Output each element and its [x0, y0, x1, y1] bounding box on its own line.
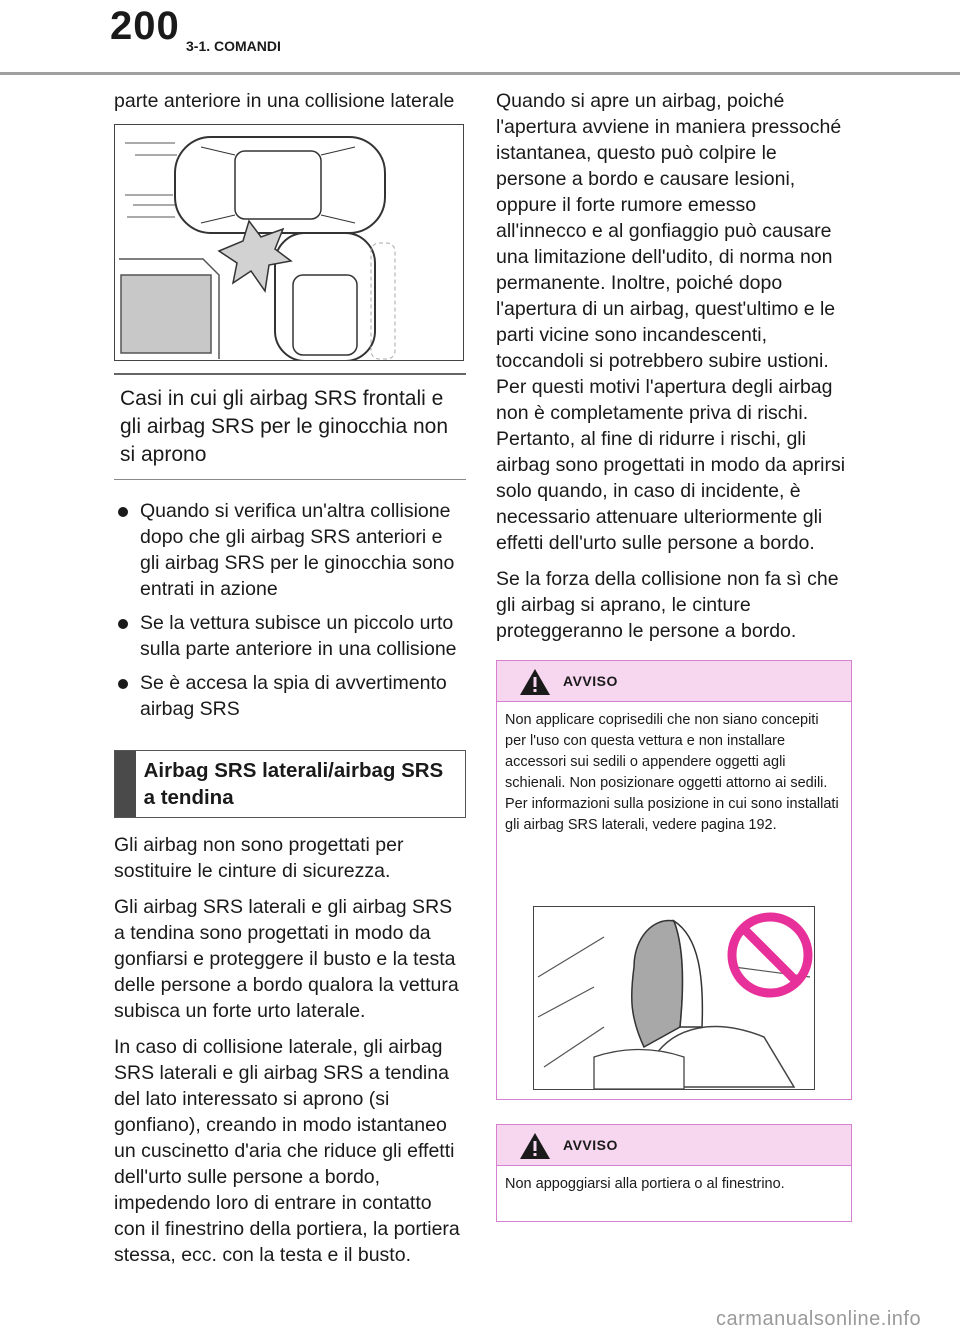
bullet-icon — [118, 507, 128, 517]
paragraph: Gli airbag non sono progettati per sostituire le cinture di sicurezza. — [114, 834, 404, 882]
list-item: Quando si verifica un'altra collisione dopo che gli airbag SRS anteriori e gli airbag SRS per le ginocchia sono entrati in azione — [114, 498, 466, 602]
paragraph: Gli airbag SRS laterali e gli airbag SRS a tendina sono progettati in modo da gonfiarsi e proteggere il busto e la testa delle persone a bordo qualora la vettura subisca un forte urto laterale. — [114, 896, 459, 1022]
list-item: Se è accesa la spia di avvertimento airbag SRS — [114, 670, 466, 722]
list-item: Se la vettura subisce un piccolo urto sulla parte anteriore in una collisione — [114, 610, 466, 662]
warning-title: AVVISO — [563, 673, 618, 689]
warning-header — [497, 1125, 851, 1166]
heading-text: Airbag SRS laterali/airbag SRS a tendina — [143, 759, 444, 809]
warning-triangle-icon — [519, 668, 551, 696]
subheading-not-deploy: Casi in cui gli airbag SRS frontali e gli airbag SRS per le ginocchia non si aprono — [114, 373, 466, 480]
heading-bar — [115, 751, 136, 817]
warning-box — [496, 1124, 852, 1222]
seat-cover-illustration — [533, 906, 815, 1090]
paragraph: Se la forza della collisione non fa sì che gli airbag si aprano, le cinture proteggeranno le persone a bordo. — [496, 568, 839, 642]
warning-header — [497, 661, 851, 702]
watermark: carmanualsonline.info — [716, 1308, 922, 1330]
warning-triangle-icon — [519, 1132, 551, 1160]
section-heading-side-airbag — [114, 750, 466, 818]
intro-text: parte anteriore in una collisione laterale — [114, 90, 455, 112]
bullet-icon — [118, 619, 128, 629]
page-header — [0, 0, 960, 78]
bullet-icon — [118, 679, 128, 689]
section-title: 3-1. COMANDI — [186, 38, 281, 54]
warning-box — [496, 660, 852, 1100]
collision-illustration — [114, 124, 464, 361]
warning-title: AVVISO — [563, 1137, 618, 1153]
paragraph: Quando si apre un airbag, poiché l'apertura avviene in maniera pressoché istantanea, questo può colpire le persone a bordo e causare lesioni, oppure il forte rumore emesso all'inneсco e al gonfiaggio può causare una limitazione dell'udito, di norma non permanente. Inoltre, poiché dopo l'apertura di un airbag, quest'ultimo e le parti vicine sono incandescenti, toccandoli si potrebbero subire ustioni. Per questi motivi l'apertura degli airbag non è completamente priva di rischi. Pertanto, al fine di ridurre i rischi, gli airbag sono progettati in modo da aprirsi solo quando, in caso di incidente, è necessario attenuare ulteriormente gli effetti dell'urto sulle persone a bordo. — [496, 90, 846, 554]
right-column — [496, 88, 848, 654]
warning-text: Non appoggiarsi alla portiera o al finestrino. — [505, 1176, 785, 1192]
header-divider — [0, 72, 960, 75]
seat-prohibited-graphic — [534, 907, 814, 1089]
car-collision-graphic — [115, 125, 463, 360]
page-number: 200 — [110, 4, 180, 48]
warning-text: Non applicare coprisedili che non siano concepiti per l'uso con questa vettura e non installare accessori sui sedili o appendere oggetti agli schienali. Non posizionare oggetti attorno ai sedili. Per informazioni sulla posizione in cui sono installati gli airbag SRS laterali, vedere pagina 192. — [505, 712, 839, 833]
paragraph: In caso di collisione laterale, gli airbag SRS laterali e gli airbag SRS a tendina del lato interessato si aprono (si gonfiano), creando in modo istantaneo un cuscinetto d'aria che riduce gli effetti dell'urto sulle persone a bordo, impedendo loro di entrare in contatto con il finestrino della portiera, la portiera stessa, ecc. con la testa e il busto. — [114, 1036, 460, 1266]
bullet-list — [114, 498, 466, 722]
left-column — [114, 88, 466, 1278]
